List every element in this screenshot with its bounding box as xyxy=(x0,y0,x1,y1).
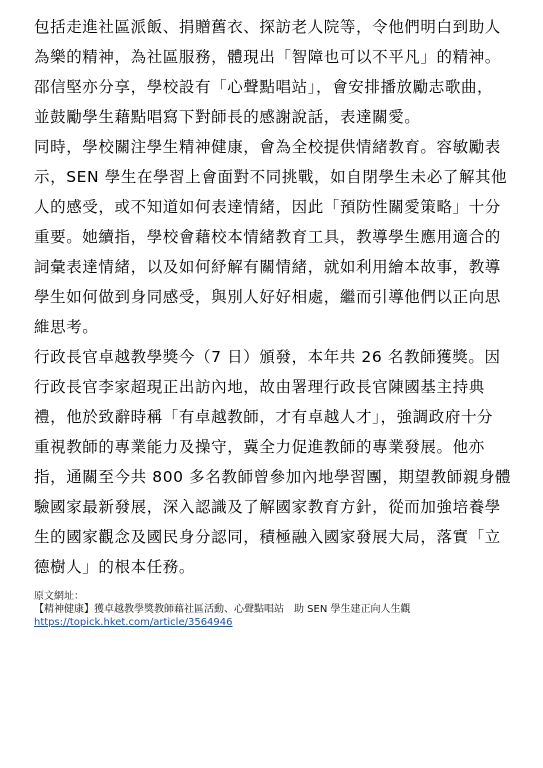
text-line: 德樹人」的根本任務。 xyxy=(34,558,196,576)
source-link[interactable]: https://topick.hket.com/article/3564946 xyxy=(34,617,233,628)
text-line: 重要。她續指，學校會藉校本情緒教育工具，教導學生應用適合的 xyxy=(34,228,501,246)
text-line: 詞彙表達情緒，以及如何紓解有關情緒，就如利用繪本故事，教導 xyxy=(34,258,501,276)
text-line: 邵信堅亦分享，學校設有「心聲點唱站」，會安排播放勵志歌曲， xyxy=(34,78,494,96)
text-line: 並鼓勵學生藉點唱寫下對師長的感謝說話，表達關愛。 xyxy=(34,108,421,126)
source-title: 【精神健康】獲卓越教學獎教師藉社區活動、心聲點唱站 助 SEN 學生建正向人生觀 xyxy=(34,604,411,615)
paragraph-2 xyxy=(34,132,514,342)
document-page xyxy=(34,12,514,629)
source-citation xyxy=(34,590,514,629)
text-line: 學生如何做到身同感受，與別人好好相處，繼而引導他們以正向思 xyxy=(34,288,501,306)
source-label: 原文網址： xyxy=(34,591,84,602)
text-line: 行政長官卓越教學獎今（7 日）頒發，本年共 26 名教師獲獎。因 xyxy=(34,348,501,366)
text-line: 示，SEN 學生在學習上會面對不同挑戰，如自閉學生未必了解其他 xyxy=(34,168,508,186)
text-line: 驗國家最新發展，深入認識及了解國家教育方針，從而加強培養學 xyxy=(34,498,501,516)
text-line: 禮，他於致辭時稱「有卓越教師，才有卓越人才」，強調政府十分 xyxy=(34,408,494,426)
text-line: 維思考。 xyxy=(34,318,99,336)
text-line: 人的感受，或不知道如何表達情緒，因此「預防性關愛策略」十分 xyxy=(34,198,501,216)
article-body xyxy=(34,12,514,582)
text-line: 指，通關至今共 800 多名教師曾參加內地學習團，期望教師親身體 xyxy=(34,468,512,486)
text-line: 包括走進社區派飯、捐贈舊衣、探訪老人院等，令他們明白到助人 xyxy=(34,18,501,36)
paragraph-1 xyxy=(34,12,514,132)
text-line: 重視教師的專業能力及操守，冀全力促進教師的專業發展。他亦 xyxy=(34,438,485,456)
text-line: 行政長官李家超現正出訪內地，故由署理行政長官陳國基主持典 xyxy=(34,378,485,396)
text-line: 同時，學校關注學生精神健康，會為全校提供情緒教育。容敏勵表 xyxy=(34,138,501,156)
paragraph-3 xyxy=(34,342,514,582)
text-line: 生的國家觀念及國民身分認同，積極融入國家發展大局，落實「立 xyxy=(34,528,501,546)
text-line: 為樂的精神，為社區服務，體現出「智障也可以不平凡」的精神。 xyxy=(34,48,501,66)
